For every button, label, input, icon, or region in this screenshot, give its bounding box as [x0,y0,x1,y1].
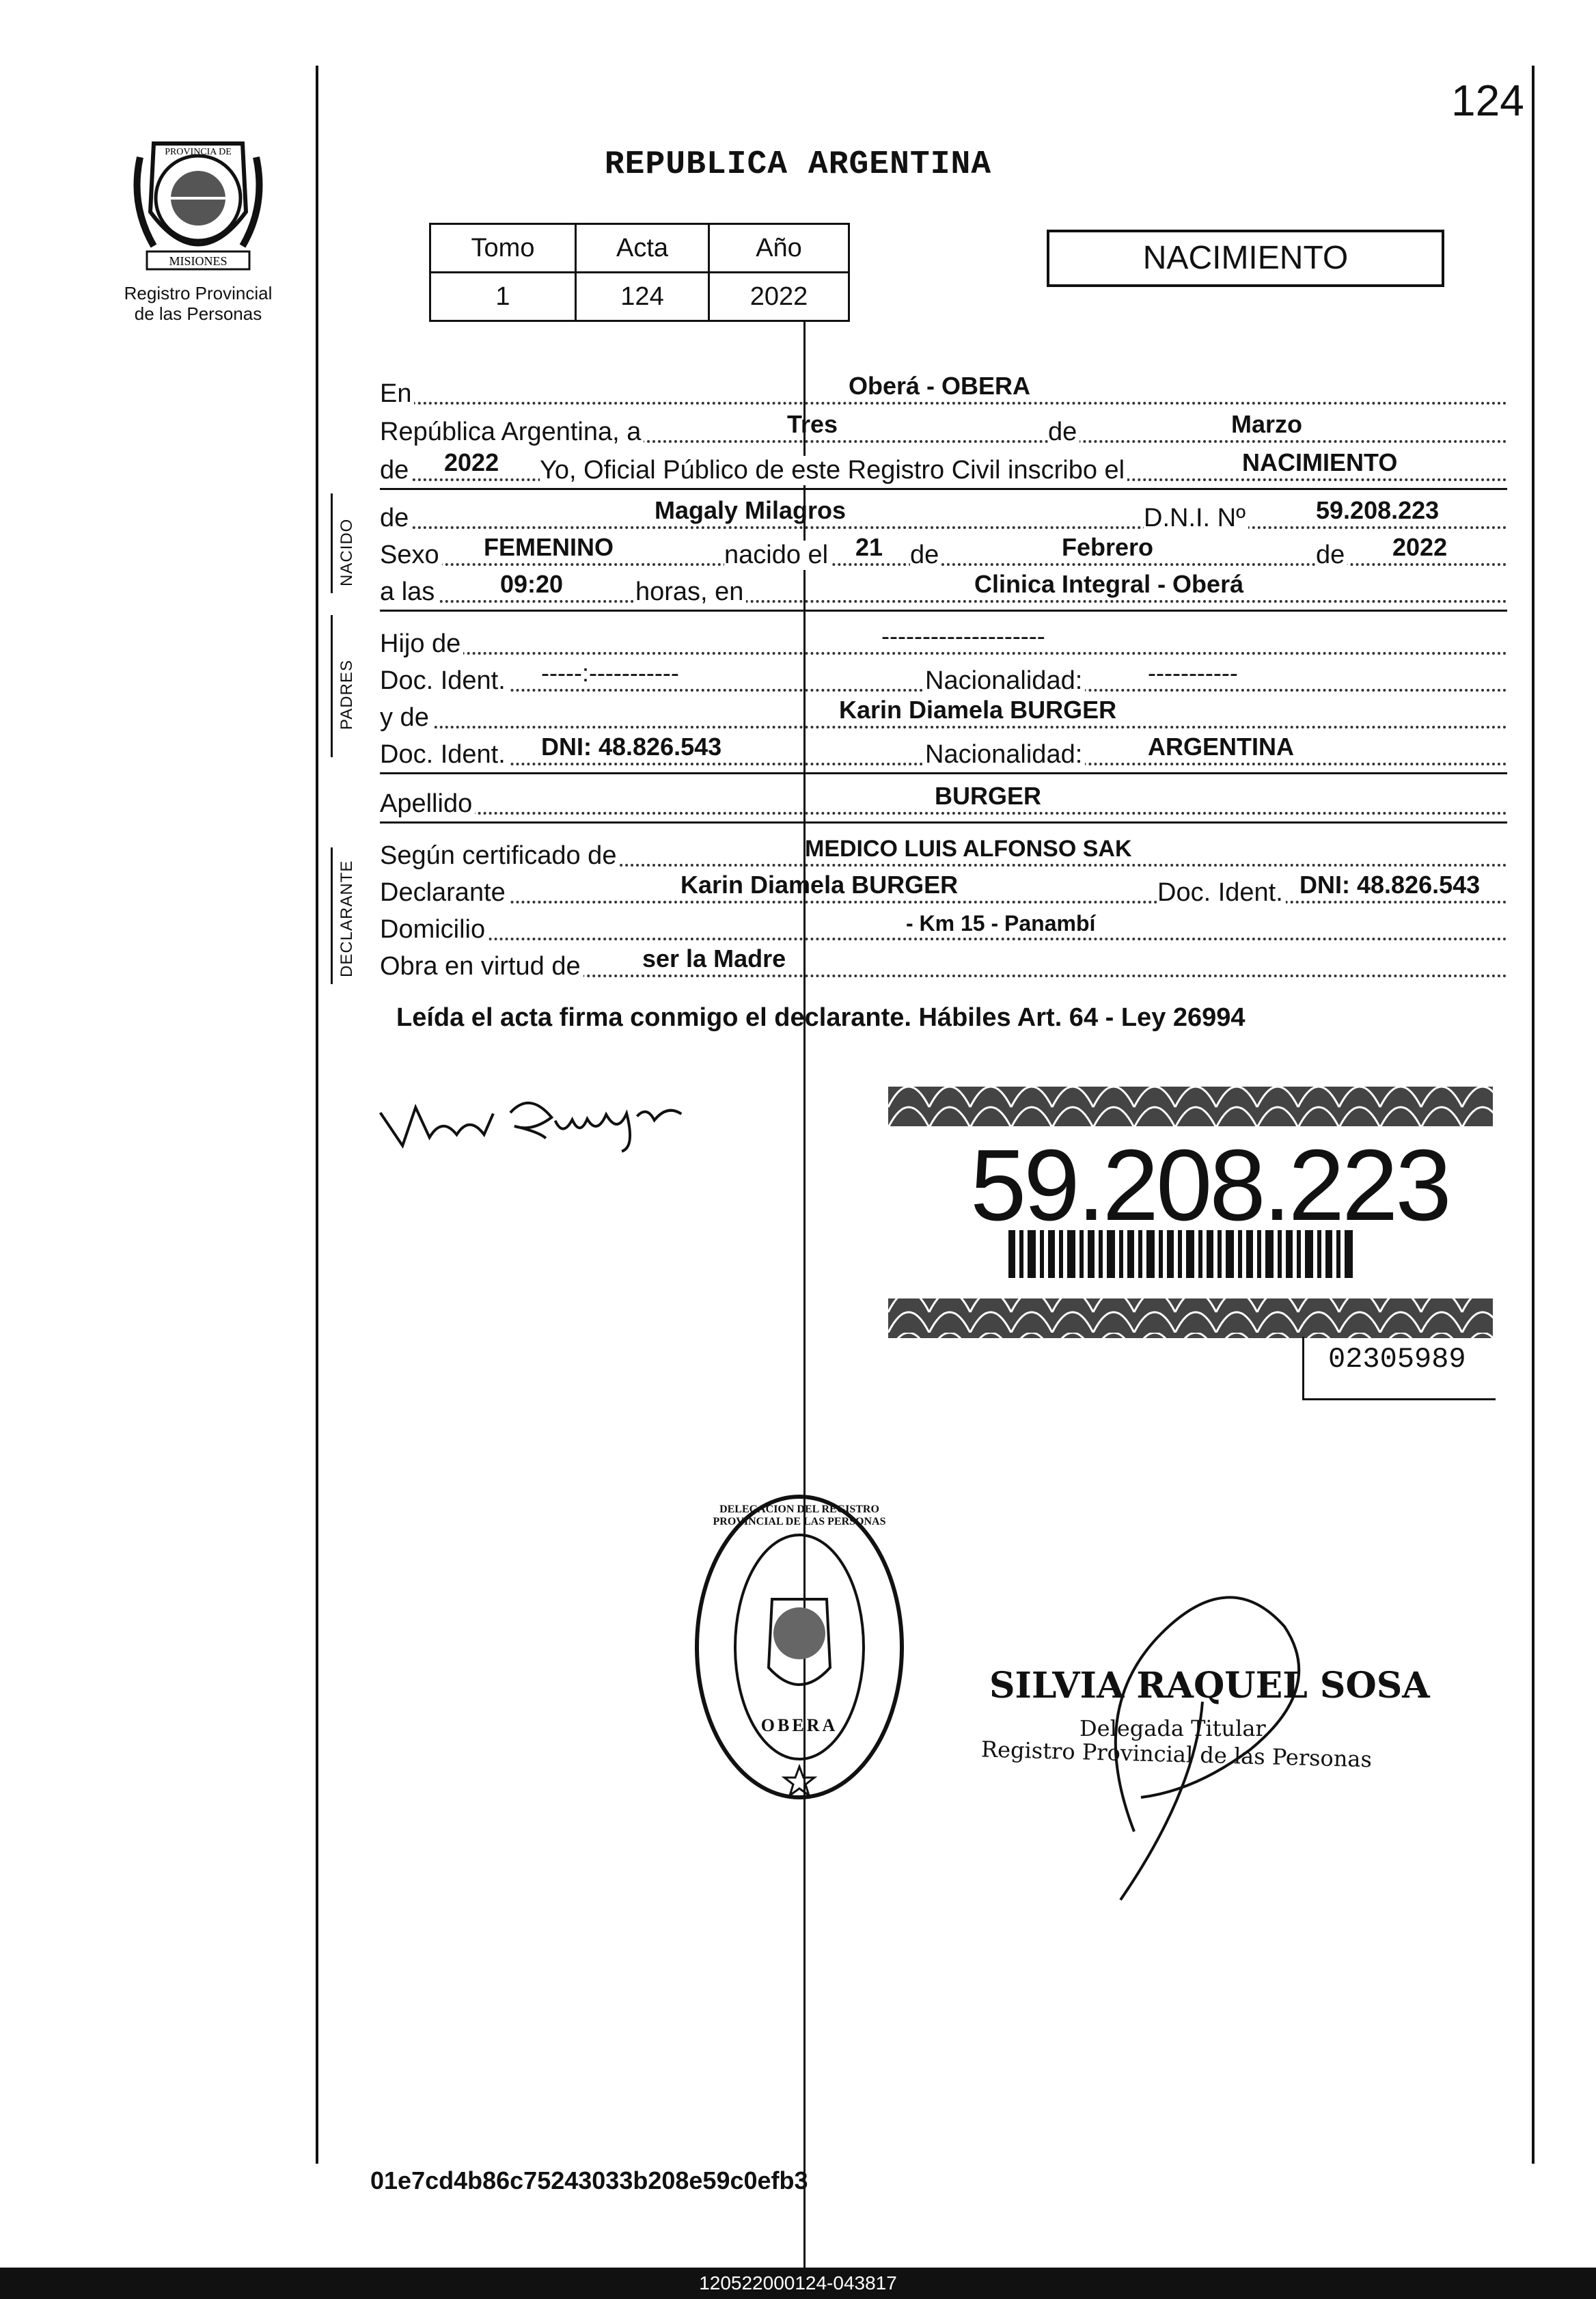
mother-row: y de Karin Diamela BURGER [380,696,1507,734]
capacity-value: ser la Madre [642,944,786,972]
mother-doc-row: Doc. Ident. DNI: 48.826.543 Nacionalidad: ARGENTINA [380,733,1507,771]
document-hash: 01e7cd4b86c75243033b208e59c0efb3 [370,2166,808,2194]
birth-time-value: 09:20 [500,570,564,598]
birth-day-value: 21 [855,533,883,561]
surname-row: Apellido BURGER [380,782,1507,820]
year-row: de 2022 Yo, Oficial Público de este Registro Civil inscribo el NACIMIENTO [380,448,1507,487]
declarant-name-value: Karin Diamela BURGER [680,871,959,899]
tomo-header: Tomo [430,224,576,273]
father-doc-value: -----:----------- [541,659,679,687]
page-number: 124 [1451,76,1524,125]
right-margin-line [1532,66,1535,2164]
acta-header: Acta [576,224,709,273]
control-number-bracket [1302,1337,1496,1400]
sex-value: FEMENINO [484,533,614,561]
acta-value: 124 [576,273,709,321]
year-value: 2022 [444,448,499,476]
time-row: a las 09:20 horas, en Clinica Integral - Oberá [380,570,1507,608]
place-value: Oberá - OBERA [849,372,1031,400]
certificate-row: Según certificado de MEDICO LUIS ALFONSO SAK [380,834,1507,872]
declarant-signature [372,1076,704,1178]
address-value: - Km 15 - Panambí [906,911,1096,936]
father-value: -------------------- [881,622,1045,650]
control-number: 02305989 [1328,1343,1466,1376]
birth-month-value: Febrero [1062,533,1154,561]
section-padres-label: PADRES [338,659,356,730]
footer-code-bar: 120522000124-043817 [0,2268,1596,2299]
section-declarante-label: DECLARANTE [338,860,356,977]
name-row: de Magaly Milagros D.N.I. Nº 59.208.223 [380,496,1507,534]
capacity-row: Obra en virtud de ser la Madre [380,944,1507,983]
provincial-emblem-logo [126,130,270,280]
address-row: Domicilio - Km 15 - Panambí [380,908,1507,946]
father-nationality-value: ----------- [1148,659,1238,687]
left-margin-line [316,66,318,2164]
declarant-row: Declarante Karin Diamela BURGER Doc. Ident. DNI: 48.826.543 [380,871,1507,909]
place-row: En Oberá - OBERA [380,372,1507,410]
record-type-box: NACIMIENTO [1047,230,1444,287]
child-dni-value: 59.208.223 [1316,496,1440,524]
month-value: Marzo [1231,410,1303,438]
surname-value: BURGER [935,782,1042,810]
svg-text:MISIONES: MISIONES [169,254,228,268]
assigned-dni-number: 59.208.223 [970,1129,1449,1242]
child-name-value: Magaly Milagros [655,496,847,524]
day-value: Tres [787,410,838,438]
section-nacido-label: NACIDO [338,518,356,586]
tomo-value: 1 [430,273,576,321]
center-fold-line [803,321,806,2299]
seal-city-text: OBERA [760,1715,838,1735]
sex-row: Sexo FEMENINO nacido el 21 de Febrero de 2022 [380,533,1507,571]
svg-text:PROVINCIA DE: PROVINCIA DE [165,147,232,157]
closing-statement: Leída el acta firma conmigo el declarante. Hábiles Art. 64 - Ley 26994 [396,1003,1246,1032]
official-seal-stamp [690,1490,909,1808]
seal-ring-text: DELEGACION DEL REGISTRO PROVINCIAL DE LAS PERSONAS [713,1504,886,1527]
official-organization: Registro Provincial de las Personas [980,1736,1373,1773]
record-reference-table [429,223,850,322]
document-title: REPUBLICA ARGENTINA [604,146,992,183]
registry-name-label: Registro Provincial de las Personas [124,283,273,324]
anio-value: 2022 [709,273,849,321]
date-row: República Argentina, a Tres de Marzo [380,410,1507,448]
declarant-doc-value: DNI: 48.826.543 [1299,871,1481,899]
mother-doc-value: DNI: 48.826.543 [541,733,722,761]
certificate-value: MEDICO LUIS ALFONSO SAK [805,836,1132,862]
official-title: Delegada Titular [1079,1715,1266,1741]
mother-nationality-value: ARGENTINA [1148,733,1294,761]
mother-name-value: Karin Diamela BURGER [839,696,1117,724]
father-doc-row: Doc. Ident. -----:----------- Nacionalidad: ----------- [380,659,1507,697]
birth-place-value: Clinica Integral - Oberá [974,570,1244,598]
type-value: NACIMIENTO [1242,448,1398,476]
father-row: Hijo de -------------------- [380,622,1507,660]
birth-year-value: 2022 [1392,533,1448,561]
official-name: SILVIA RAQUEL SOSA [989,1665,1430,1706]
anio-header: Año [709,224,849,273]
